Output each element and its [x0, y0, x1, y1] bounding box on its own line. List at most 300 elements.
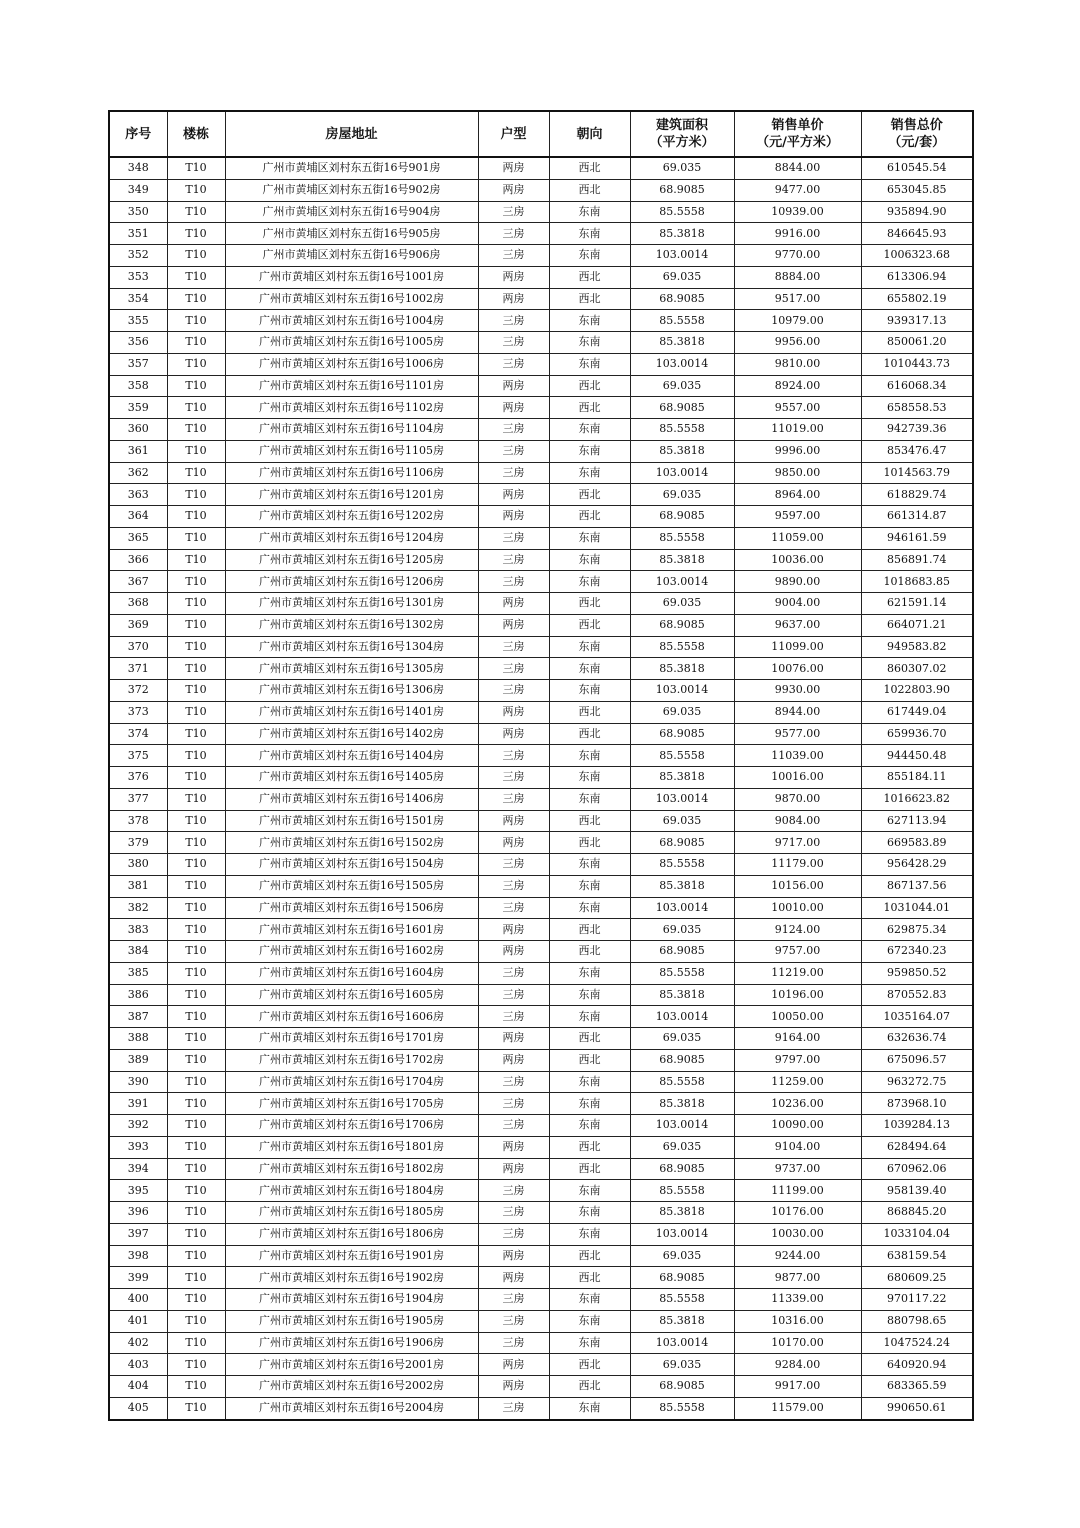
cell-total-price: 942739.36	[861, 419, 973, 441]
cell-area: 69.035	[630, 1136, 734, 1158]
cell-orientation: 东南	[549, 353, 630, 375]
cell-area: 85.3818	[630, 332, 734, 354]
cell-address: 广州市黄埔区刘村东五街16号905房	[225, 223, 478, 245]
cell-total-price: 939317.13	[861, 310, 973, 332]
cell-address: 广州市黄埔区刘村东五街16号1105房	[225, 440, 478, 462]
cell-building: T10	[167, 832, 225, 854]
header-layout: 户型	[478, 111, 549, 157]
cell-address: 广州市黄埔区刘村东五街16号2002房	[225, 1376, 478, 1398]
cell-building: T10	[167, 157, 225, 179]
cell-area: 103.0014	[630, 1332, 734, 1354]
cell-building: T10	[167, 723, 225, 745]
cell-unit-price: 11179.00	[734, 854, 861, 876]
cell-address: 广州市黄埔区刘村东五街16号1804房	[225, 1180, 478, 1202]
cell-address: 广州市黄埔区刘村东五街16号1901房	[225, 1245, 478, 1267]
cell-total-price: 970117.22	[861, 1289, 973, 1311]
table-row	[109, 571, 973, 593]
cell-no: 384	[109, 941, 167, 963]
cell-building: T10	[167, 1223, 225, 1245]
cell-building: T10	[167, 1332, 225, 1354]
table-row	[109, 201, 973, 223]
cell-unit-price: 9770.00	[734, 245, 861, 267]
cell-total-price: 1016623.82	[861, 788, 973, 810]
cell-unit-price: 11099.00	[734, 636, 861, 658]
cell-orientation: 东南	[549, 1332, 630, 1354]
cell-total-price: 670962.06	[861, 1158, 973, 1180]
cell-orientation: 东南	[549, 1115, 630, 1137]
header-unit-price	[734, 111, 861, 157]
table-row	[109, 440, 973, 462]
cell-layout: 两房	[478, 1028, 549, 1050]
header-area-unit: （平方米）	[649, 135, 715, 150]
table-row	[109, 701, 973, 723]
cell-area: 85.3818	[630, 984, 734, 1006]
cell-building: T10	[167, 419, 225, 441]
cell-layout: 两房	[478, 832, 549, 854]
table-row	[109, 1093, 973, 1115]
cell-address: 广州市黄埔区刘村东五街16号1002房	[225, 288, 478, 310]
cell-layout: 三房	[478, 1093, 549, 1115]
cell-area: 69.035	[630, 157, 734, 179]
cell-layout: 两房	[478, 288, 549, 310]
cell-no: 354	[109, 288, 167, 310]
table-row	[109, 419, 973, 441]
cell-total-price: 629875.34	[861, 919, 973, 941]
cell-building: T10	[167, 288, 225, 310]
header-area	[630, 111, 734, 157]
cell-unit-price: 10156.00	[734, 875, 861, 897]
cell-no: 369	[109, 614, 167, 636]
cell-total-price: 672340.23	[861, 941, 973, 963]
table-header-row	[109, 111, 973, 157]
cell-no: 392	[109, 1115, 167, 1137]
cell-unit-price: 10196.00	[734, 984, 861, 1006]
cell-layout: 三房	[478, 223, 549, 245]
cell-no: 378	[109, 810, 167, 832]
table-row	[109, 353, 973, 375]
price-list-sheet	[108, 110, 972, 1421]
cell-building: T10	[167, 1354, 225, 1376]
cell-no: 379	[109, 832, 167, 854]
cell-address: 广州市黄埔区刘村东五街16号1501房	[225, 810, 478, 832]
cell-layout: 三房	[478, 767, 549, 789]
cell-building: T10	[167, 636, 225, 658]
cell-unit-price: 9244.00	[734, 1245, 861, 1267]
cell-building: T10	[167, 375, 225, 397]
cell-area: 103.0014	[630, 245, 734, 267]
cell-orientation: 西北	[549, 810, 630, 832]
cell-total-price: 856891.74	[861, 549, 973, 571]
cell-address: 广州市黄埔区刘村东五街16号1006房	[225, 353, 478, 375]
cell-total-price: 853476.47	[861, 440, 973, 462]
cell-area: 85.5558	[630, 1397, 734, 1419]
cell-address: 广州市黄埔区刘村东五街16号2001房	[225, 1354, 478, 1376]
table-row	[109, 179, 973, 201]
cell-layout: 两房	[478, 157, 549, 179]
table-row	[109, 1071, 973, 1093]
cell-address: 广州市黄埔区刘村东五街16号1504房	[225, 854, 478, 876]
cell-address: 广州市黄埔区刘村东五街16号1506房	[225, 897, 478, 919]
table-row	[109, 593, 973, 615]
cell-total-price: 659936.70	[861, 723, 973, 745]
cell-area: 103.0014	[630, 353, 734, 375]
cell-total-price: 1047524.24	[861, 1332, 973, 1354]
cell-area: 85.5558	[630, 1071, 734, 1093]
cell-area: 69.035	[630, 1245, 734, 1267]
cell-building: T10	[167, 593, 225, 615]
cell-unit-price: 8944.00	[734, 701, 861, 723]
cell-area: 103.0014	[630, 462, 734, 484]
cell-address: 广州市黄埔区刘村东五街16号1702房	[225, 1049, 478, 1071]
cell-total-price: 956428.29	[861, 854, 973, 876]
header-unit-price-unit: （元/平方米）	[756, 135, 839, 150]
cell-building: T10	[167, 484, 225, 506]
cell-unit-price: 9577.00	[734, 723, 861, 745]
cell-unit-price: 9557.00	[734, 397, 861, 419]
cell-building: T10	[167, 1267, 225, 1289]
cell-orientation: 西北	[549, 1049, 630, 1071]
cell-building: T10	[167, 767, 225, 789]
cell-layout: 两房	[478, 375, 549, 397]
cell-orientation: 西北	[549, 266, 630, 288]
cell-area: 103.0014	[630, 680, 734, 702]
cell-no: 375	[109, 745, 167, 767]
cell-unit-price: 8884.00	[734, 266, 861, 288]
cell-no: 364	[109, 506, 167, 528]
cell-area: 68.9085	[630, 397, 734, 419]
cell-building: T10	[167, 1310, 225, 1332]
cell-address: 广州市黄埔区刘村东五街16号1005房	[225, 332, 478, 354]
cell-layout: 三房	[478, 462, 549, 484]
cell-building: T10	[167, 310, 225, 332]
cell-no: 398	[109, 1245, 167, 1267]
header-total-price-unit: （元/套）	[888, 135, 946, 150]
cell-no: 396	[109, 1202, 167, 1224]
cell-address: 广州市黄埔区刘村东五街16号1004房	[225, 310, 478, 332]
cell-area: 69.035	[630, 484, 734, 506]
cell-building: T10	[167, 1115, 225, 1137]
cell-no: 381	[109, 875, 167, 897]
cell-orientation: 西北	[549, 723, 630, 745]
cell-no: 374	[109, 723, 167, 745]
cell-layout: 三房	[478, 1397, 549, 1419]
cell-building: T10	[167, 1158, 225, 1180]
cell-address: 广州市黄埔区刘村东五街16号1704房	[225, 1071, 478, 1093]
cell-total-price: 846645.93	[861, 223, 973, 245]
cell-building: T10	[167, 984, 225, 1006]
cell-orientation: 东南	[549, 1180, 630, 1202]
cell-building: T10	[167, 201, 225, 223]
cell-orientation: 东南	[549, 201, 630, 223]
cell-unit-price: 10050.00	[734, 1006, 861, 1028]
cell-total-price: 638159.54	[861, 1245, 973, 1267]
cell-layout: 三房	[478, 353, 549, 375]
cell-orientation: 西北	[549, 157, 630, 179]
table-row	[109, 1158, 973, 1180]
cell-no: 353	[109, 266, 167, 288]
cell-total-price: 653045.85	[861, 179, 973, 201]
cell-building: T10	[167, 1202, 225, 1224]
cell-address: 广州市黄埔区刘村东五街16号1302房	[225, 614, 478, 636]
table-row	[109, 767, 973, 789]
table-row	[109, 375, 973, 397]
cell-orientation: 东南	[549, 897, 630, 919]
cell-total-price: 946161.59	[861, 527, 973, 549]
cell-total-price: 618829.74	[861, 484, 973, 506]
cell-total-price: 640920.94	[861, 1354, 973, 1376]
cell-orientation: 西北	[549, 1136, 630, 1158]
cell-layout: 两房	[478, 506, 549, 528]
cell-orientation: 东南	[549, 962, 630, 984]
cell-orientation: 西北	[549, 701, 630, 723]
table-row	[109, 854, 973, 876]
cell-layout: 三房	[478, 636, 549, 658]
cell-orientation: 东南	[549, 1202, 630, 1224]
cell-building: T10	[167, 897, 225, 919]
cell-unit-price: 11339.00	[734, 1289, 861, 1311]
table-row	[109, 1180, 973, 1202]
cell-unit-price: 9637.00	[734, 614, 861, 636]
cell-total-price: 1006323.68	[861, 245, 973, 267]
cell-area: 68.9085	[630, 506, 734, 528]
cell-no: 359	[109, 397, 167, 419]
cell-layout: 三房	[478, 1180, 549, 1202]
cell-orientation: 东南	[549, 636, 630, 658]
cell-no: 388	[109, 1028, 167, 1050]
cell-unit-price: 9597.00	[734, 506, 861, 528]
cell-unit-price: 10979.00	[734, 310, 861, 332]
cell-building: T10	[167, 1049, 225, 1071]
cell-total-price: 870552.83	[861, 984, 973, 1006]
cell-address: 广州市黄埔区刘村东五街16号1605房	[225, 984, 478, 1006]
cell-area: 85.3818	[630, 1310, 734, 1332]
cell-unit-price: 11259.00	[734, 1071, 861, 1093]
cell-total-price: 855184.11	[861, 767, 973, 789]
cell-no: 357	[109, 353, 167, 375]
cell-total-price: 860307.02	[861, 658, 973, 680]
cell-area: 85.5558	[630, 419, 734, 441]
cell-unit-price: 10939.00	[734, 201, 861, 223]
cell-address: 广州市黄埔区刘村东五街16号1601房	[225, 919, 478, 941]
cell-orientation: 西北	[549, 919, 630, 941]
table-row	[109, 527, 973, 549]
table-row	[109, 1049, 973, 1071]
cell-layout: 两房	[478, 397, 549, 419]
cell-no: 393	[109, 1136, 167, 1158]
cell-unit-price: 10016.00	[734, 767, 861, 789]
cell-total-price: 627113.94	[861, 810, 973, 832]
header-orientation: 朝向	[549, 111, 630, 157]
cell-orientation: 东南	[549, 440, 630, 462]
cell-total-price: 880798.65	[861, 1310, 973, 1332]
cell-unit-price: 11039.00	[734, 745, 861, 767]
cell-orientation: 东南	[549, 223, 630, 245]
cell-no: 389	[109, 1049, 167, 1071]
cell-area: 85.5558	[630, 962, 734, 984]
table-row	[109, 1136, 973, 1158]
cell-address: 广州市黄埔区刘村东五街16号1906房	[225, 1332, 478, 1354]
cell-building: T10	[167, 179, 225, 201]
cell-orientation: 西北	[549, 1158, 630, 1180]
cell-building: T10	[167, 549, 225, 571]
table-row	[109, 1376, 973, 1398]
cell-total-price: 669583.89	[861, 832, 973, 854]
cell-layout: 三房	[478, 201, 549, 223]
cell-address: 广州市黄埔区刘村东五街16号1401房	[225, 701, 478, 723]
cell-layout: 两房	[478, 1158, 549, 1180]
cell-unit-price: 9916.00	[734, 223, 861, 245]
cell-area: 85.3818	[630, 1093, 734, 1115]
cell-total-price: 958139.40	[861, 1180, 973, 1202]
cell-building: T10	[167, 1006, 225, 1028]
cell-building: T10	[167, 919, 225, 941]
cell-orientation: 东南	[549, 875, 630, 897]
cell-orientation: 西北	[549, 1376, 630, 1398]
cell-address: 广州市黄埔区刘村东五街16号1204房	[225, 527, 478, 549]
table-row	[109, 1354, 973, 1376]
cell-orientation: 东南	[549, 745, 630, 767]
cell-layout: 三房	[478, 332, 549, 354]
cell-orientation: 东南	[549, 310, 630, 332]
header-area-label: 建筑面积	[655, 118, 708, 133]
cell-unit-price: 9870.00	[734, 788, 861, 810]
cell-orientation: 西北	[549, 484, 630, 506]
cell-address: 广州市黄埔区刘村东五街16号1905房	[225, 1310, 478, 1332]
cell-building: T10	[167, 658, 225, 680]
cell-area: 69.035	[630, 919, 734, 941]
cell-building: T10	[167, 1289, 225, 1311]
cell-layout: 三房	[478, 440, 549, 462]
cell-unit-price: 9956.00	[734, 332, 861, 354]
cell-layout: 两房	[478, 941, 549, 963]
cell-orientation: 东南	[549, 462, 630, 484]
cell-unit-price: 9737.00	[734, 1158, 861, 1180]
cell-layout: 三房	[478, 788, 549, 810]
cell-building: T10	[167, 1397, 225, 1419]
cell-layout: 两房	[478, 1376, 549, 1398]
cell-layout: 两房	[478, 701, 549, 723]
cell-orientation: 东南	[549, 984, 630, 1006]
cell-total-price: 959850.52	[861, 962, 973, 984]
table-row	[109, 266, 973, 288]
cell-orientation: 东南	[549, 1223, 630, 1245]
cell-layout: 三房	[478, 854, 549, 876]
cell-area: 68.9085	[630, 941, 734, 963]
cell-layout: 两房	[478, 1245, 549, 1267]
cell-layout: 两房	[478, 484, 549, 506]
cell-layout: 三房	[478, 1223, 549, 1245]
cell-no: 399	[109, 1267, 167, 1289]
cell-layout: 两房	[478, 179, 549, 201]
cell-orientation: 东南	[549, 527, 630, 549]
cell-total-price: 963272.75	[861, 1071, 973, 1093]
cell-orientation: 西北	[549, 1267, 630, 1289]
cell-area: 85.5558	[630, 201, 734, 223]
table-row	[109, 723, 973, 745]
cell-orientation: 东南	[549, 332, 630, 354]
table-body	[109, 157, 973, 1420]
cell-no: 405	[109, 1397, 167, 1419]
cell-address: 广州市黄埔区刘村东五街16号1902房	[225, 1267, 478, 1289]
cell-unit-price: 9164.00	[734, 1028, 861, 1050]
cell-address: 广州市黄埔区刘村东五街16号1102房	[225, 397, 478, 419]
cell-no: 391	[109, 1093, 167, 1115]
cell-layout: 两房	[478, 1354, 549, 1376]
cell-unit-price: 10090.00	[734, 1115, 861, 1137]
cell-orientation: 东南	[549, 549, 630, 571]
cell-total-price: 658558.53	[861, 397, 973, 419]
cell-total-price: 617449.04	[861, 701, 973, 723]
cell-unit-price: 9284.00	[734, 1354, 861, 1376]
cell-layout: 两房	[478, 723, 549, 745]
cell-building: T10	[167, 854, 225, 876]
cell-unit-price: 8924.00	[734, 375, 861, 397]
cell-total-price: 949583.82	[861, 636, 973, 658]
cell-area: 68.9085	[630, 1049, 734, 1071]
cell-no: 350	[109, 201, 167, 223]
cell-area: 68.9085	[630, 614, 734, 636]
cell-address: 广州市黄埔区刘村东五街16号1802房	[225, 1158, 478, 1180]
cell-no: 351	[109, 223, 167, 245]
cell-layout: 三房	[478, 1310, 549, 1332]
cell-unit-price: 10176.00	[734, 1202, 861, 1224]
cell-orientation: 东南	[549, 1093, 630, 1115]
cell-no: 366	[109, 549, 167, 571]
table-row	[109, 984, 973, 1006]
table-row	[109, 745, 973, 767]
cell-area: 85.3818	[630, 223, 734, 245]
cell-layout: 三房	[478, 875, 549, 897]
cell-area: 69.035	[630, 810, 734, 832]
cell-no: 363	[109, 484, 167, 506]
cell-total-price: 1014563.79	[861, 462, 973, 484]
cell-orientation: 西北	[549, 1028, 630, 1050]
cell-total-price: 873968.10	[861, 1093, 973, 1115]
cell-no: 349	[109, 179, 167, 201]
table-row	[109, 397, 973, 419]
cell-orientation: 东南	[549, 680, 630, 702]
cell-area: 85.5558	[630, 1180, 734, 1202]
table-row	[109, 1202, 973, 1224]
cell-unit-price: 10316.00	[734, 1310, 861, 1332]
cell-layout: 三房	[478, 680, 549, 702]
cell-area: 85.5558	[630, 310, 734, 332]
cell-no: 383	[109, 919, 167, 941]
cell-area: 103.0014	[630, 1115, 734, 1137]
cell-building: T10	[167, 614, 225, 636]
cell-area: 103.0014	[630, 897, 734, 919]
cell-orientation: 西北	[549, 1354, 630, 1376]
cell-layout: 两房	[478, 919, 549, 941]
cell-total-price: 935894.90	[861, 201, 973, 223]
cell-no: 395	[109, 1180, 167, 1202]
table-row	[109, 1310, 973, 1332]
cell-orientation: 西北	[549, 832, 630, 854]
cell-unit-price: 9850.00	[734, 462, 861, 484]
cell-building: T10	[167, 397, 225, 419]
cell-total-price: 868845.20	[861, 1202, 973, 1224]
cell-area: 85.5558	[630, 854, 734, 876]
cell-no: 382	[109, 897, 167, 919]
cell-area: 85.5558	[630, 636, 734, 658]
cell-address: 广州市黄埔区刘村东五街16号1602房	[225, 941, 478, 963]
cell-building: T10	[167, 527, 225, 549]
cell-area: 85.3818	[630, 767, 734, 789]
cell-address: 广州市黄埔区刘村东五街16号1502房	[225, 832, 478, 854]
table-row	[109, 1267, 973, 1289]
header-unit-price-label: 销售单价	[771, 118, 824, 133]
table-row	[109, 614, 973, 636]
